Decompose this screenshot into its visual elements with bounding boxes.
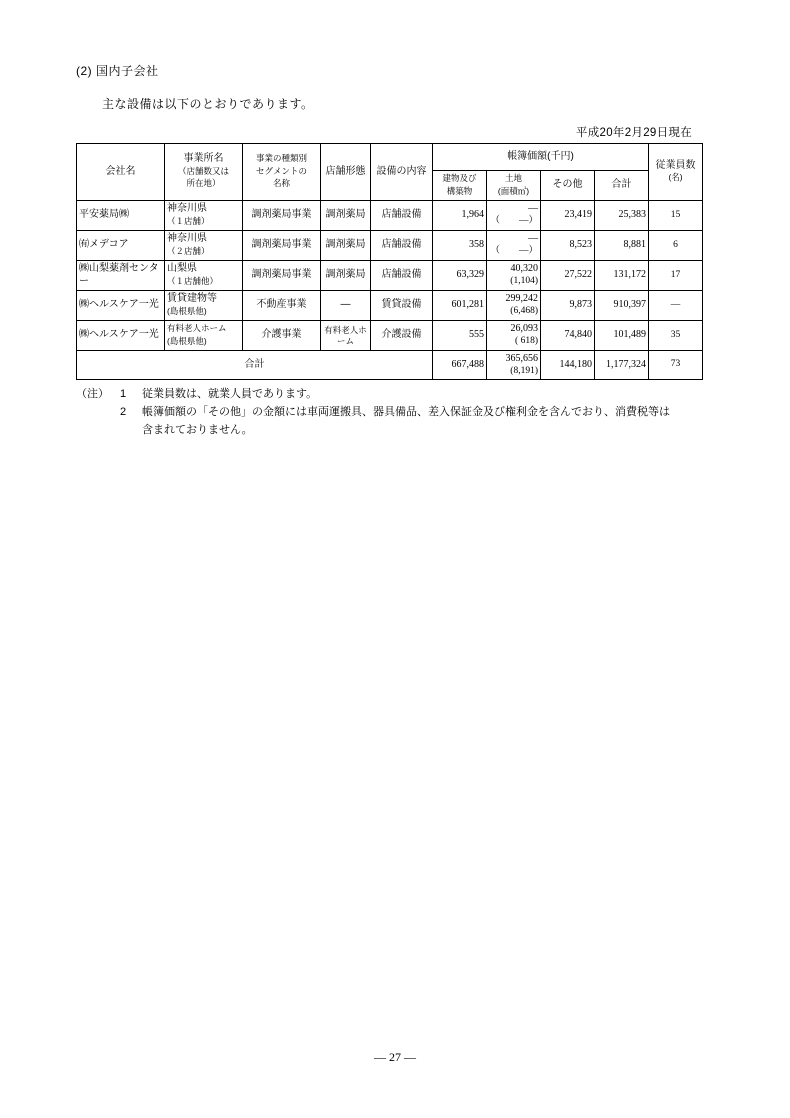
cell-land-area: (1,104) [510, 275, 538, 286]
cell-segment: 介護事業 [243, 321, 321, 351]
table-row [77, 231, 703, 261]
cell-total: 25,383 [595, 201, 649, 231]
cell-land-area: （ —） [490, 215, 538, 226]
cell-company: ㈲メデコア [77, 231, 165, 261]
cell-other: 27,522 [541, 261, 595, 291]
header-total: 合計 [595, 171, 649, 201]
header-other: その他 [541, 171, 595, 201]
header-employees-line2: (名) [668, 172, 683, 182]
cell-land-value: 299,242 [505, 293, 538, 305]
cell-land-value: — [528, 203, 538, 215]
header-facility-detail: 設備の内容 [371, 144, 433, 201]
cell-land [487, 231, 541, 261]
cell-total: 8,881 [595, 231, 649, 261]
header-company: 会社名 [77, 144, 165, 201]
header-land-line1: 土地 [504, 173, 522, 183]
cell-place-line2: （１店舗他） [167, 275, 219, 286]
header-segment-line3: 名称 [272, 178, 290, 189]
cell-place [165, 231, 243, 261]
header-building-line1: 建物及び [442, 173, 477, 183]
cell-building: 555 [433, 321, 487, 351]
header-row-1 [77, 144, 703, 171]
cell-other: 74,840 [541, 321, 595, 351]
page-number: — 27 — [374, 1050, 416, 1064]
note-text-continued: 含まれておりません。 [142, 424, 253, 437]
table-total-row [77, 351, 703, 380]
cell-segment: 調剤薬局事業 [243, 231, 321, 261]
note-text: 帳簿価額の「その他」の金額には車両運搬具、器具備品、差入保証金及び権利金を含んでおり、消費税等は [142, 406, 670, 419]
header-employees-line1: 従業員数 [655, 159, 696, 171]
cell-land [487, 291, 541, 321]
cell-total: 101,489 [595, 321, 649, 351]
header-place-line3: 所在地） [186, 178, 221, 189]
cell-place-line1: 神奈川県 [167, 233, 207, 244]
cell-form: 有料老人ホーム [321, 321, 371, 351]
cell-company: ㈱ヘルスケア一光 [77, 291, 165, 321]
header-place-line2: （店舗数又は [177, 165, 229, 176]
cell-employees: 35 [649, 321, 703, 351]
cell-building: 1,964 [433, 201, 487, 231]
cell-employees: — [649, 291, 703, 321]
table-row [77, 261, 703, 291]
cell-place-line2: (島根県他) [167, 335, 207, 346]
cell-employees: 6 [649, 231, 703, 261]
facilities-table [76, 143, 703, 380]
cell-total-building: 667,488 [433, 351, 487, 380]
cell-place [165, 321, 243, 351]
cell-detail: 店舗設備 [371, 231, 433, 261]
cell-total-land [487, 351, 541, 380]
cell-detail: 店舗設備 [371, 201, 433, 231]
cell-place-line1: 賃貸建物等 [167, 293, 217, 304]
cell-company: 平安薬局㈱ [77, 201, 165, 231]
note-item [76, 386, 716, 403]
header-segment [243, 144, 321, 201]
header-book-value: 帳簿価額(千円) [433, 144, 649, 171]
cell-segment: 調剤薬局事業 [243, 201, 321, 231]
cell-employees: 17 [649, 261, 703, 291]
cell-form: 調剤薬局 [321, 231, 371, 261]
cell-total-label: 合計 [77, 351, 433, 380]
notes-label: （注） [76, 388, 109, 401]
cell-building: 601,281 [433, 291, 487, 321]
table-row [77, 291, 703, 321]
cell-total-employees: 73 [649, 351, 703, 380]
cell-total-other: 144,180 [541, 351, 595, 380]
cell-building: 358 [433, 231, 487, 261]
table-row [77, 321, 703, 351]
note-item [76, 404, 716, 421]
note-number: 1 [120, 388, 127, 401]
cell-land [487, 201, 541, 231]
header-place [165, 144, 243, 201]
cell-segment: 不動産事業 [243, 291, 321, 321]
cell-land-area: （ —） [490, 245, 538, 256]
cell-place-line2: （１店舗） [167, 215, 210, 226]
cell-place-line2: (島根県他) [167, 305, 207, 316]
note-text: 従業員数は、就業人員であります。 [142, 388, 318, 401]
cell-total-total: 1,177,324 [595, 351, 649, 380]
cell-other: 9,873 [541, 291, 595, 321]
cell-total: 910,397 [595, 291, 649, 321]
cell-place-line1: 山梨県 [167, 263, 197, 274]
cell-place-line1: 神奈川県 [167, 203, 207, 214]
notes-label-spacer [76, 404, 120, 421]
cell-place [165, 291, 243, 321]
cell-detail: 介護設備 [371, 321, 433, 351]
table-body [77, 201, 703, 380]
header-land [487, 171, 541, 201]
cell-total-land-value: 365,656 [505, 353, 538, 364]
header-store-form: 店舗形態 [321, 144, 371, 201]
header-land-line2: (面積㎡) [497, 185, 530, 196]
as-of-date: 平成20年2月29日現在 [575, 127, 692, 139]
lead-text: 主な設備は以下のとおりであります。 [102, 97, 314, 111]
cell-land-area: (6,468) [510, 305, 538, 316]
cell-detail: 店舗設備 [371, 261, 433, 291]
table-row [77, 201, 703, 231]
header-place-line1: 事業所名 [183, 153, 224, 165]
cell-place [165, 261, 243, 291]
cell-land-value: — [528, 233, 538, 245]
cell-company: ㈱ヘルスケア一光 [77, 321, 165, 351]
cell-place-line1: 有料老人ホーム [167, 323, 227, 333]
cell-land [487, 261, 541, 291]
header-building-line2: 構築物 [446, 185, 473, 196]
cell-land-value: 40,320 [510, 263, 538, 275]
cell-total: 131,172 [595, 261, 649, 291]
cell-building: 63,329 [433, 261, 487, 291]
cell-form: 調剤薬局 [321, 201, 371, 231]
section-heading: (2) 国内子会社 [76, 64, 159, 78]
cell-place [165, 201, 243, 231]
note-number: 2 [120, 406, 127, 419]
cell-place-line2: （２店舗） [167, 245, 210, 256]
header-segment-line2: セグメントの [256, 165, 307, 176]
cell-form: 調剤薬局 [321, 261, 371, 291]
table-head [77, 144, 703, 201]
cell-total-land-area: (8,191) [510, 365, 538, 376]
cell-land-area: ( 618) [515, 335, 538, 346]
header-segment-line1: 事業の種類別 [255, 153, 307, 164]
cell-form: — [321, 291, 371, 321]
notes-block [76, 386, 716, 439]
cell-land [487, 321, 541, 351]
cell-employees: 15 [649, 201, 703, 231]
cell-other: 23,419 [541, 201, 595, 231]
page-content [76, 62, 716, 440]
header-building [433, 171, 487, 201]
cell-other: 8,523 [541, 231, 595, 261]
header-employees [649, 144, 703, 201]
cell-detail: 賃貸設備 [371, 291, 433, 321]
cell-land-value: 26,093 [510, 323, 538, 335]
cell-company: ㈱山梨薬剤センター [77, 261, 165, 291]
cell-segment: 調剤薬局事業 [243, 261, 321, 291]
